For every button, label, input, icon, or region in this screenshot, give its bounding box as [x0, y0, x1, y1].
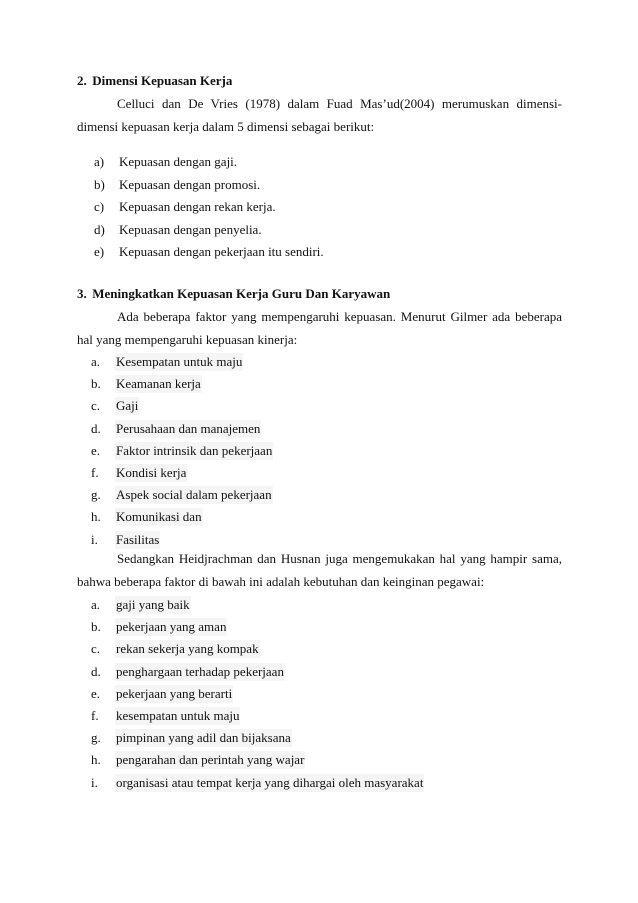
list-item-text: Keamanan kerja [116, 376, 201, 392]
list-item-marker: d. [91, 420, 101, 436]
list-item-text: organisasi atau tempat kerja yang dihargai oleh masyarakat [116, 774, 424, 790]
list-item-marker: c. [91, 641, 101, 657]
list-item-text: Perusahaan dan manajemen [116, 420, 261, 436]
list-item-text: Kepuasan dengan pekerjaan itu sendiri. [119, 244, 324, 259]
list-item-text: rekan sekerja yang kompak [116, 641, 259, 657]
list-item-marker: g. [91, 730, 101, 746]
list-item-marker: h. [91, 509, 101, 525]
section-3-paragraph-1: Ada beberapa faktor yang mempengaruhi kepuasan. Menurut Gilmer ada beberapa hal yang mempengaruhi kepuasan kinerja: [77, 309, 562, 347]
list-item-marker: b. [91, 619, 101, 635]
list-item-marker: f. [91, 708, 99, 723]
list-item-marker: d) [94, 221, 105, 237]
list-item-marker: e. [91, 685, 101, 701]
section-2-paragraph: Celluci dan De Vries (1978) dalam Fuad Mas’ud(2004) merumuskan dimensi-dimensi kepuasan kerja dalam 5 dimensi sebagai berikut: [77, 96, 562, 134]
section-2-number: 2. [77, 73, 87, 88]
list-item-text: Gaji [116, 398, 139, 414]
list-item-text: kesempatan untuk maju [116, 708, 240, 723]
list-item-marker: h. [91, 752, 101, 768]
list-item-text: Komunikasi dan [116, 509, 202, 525]
list-item-text: gaji yang baik [116, 597, 190, 612]
list-item-text: Aspek social dalam pekerjaan [116, 487, 272, 503]
list-item-text: pekerjaan yang aman [116, 619, 227, 635]
list-item-text: Kepuasan dengan promosi. [119, 176, 261, 192]
section-2-title: Dimensi Kepuasan Kerja [92, 73, 233, 88]
list-item-marker: c) [94, 199, 105, 214]
list-item-marker: d. [91, 663, 101, 679]
list-item-marker: a. [91, 354, 101, 369]
list-item-marker: a) [94, 154, 105, 169]
section-3-number: 3. [77, 286, 87, 301]
section-3-heading [77, 285, 390, 303]
list-item-text: Kesempatan untuk maju [116, 354, 243, 369]
list-item-marker: a. [91, 597, 101, 612]
list-item-marker: b) [94, 176, 105, 192]
list-item-text: Kepuasan dengan gaji. [119, 154, 238, 169]
list-item-text: Faktor intrinsik dan pekerjaan [116, 442, 273, 458]
list-item-marker: b. [91, 376, 101, 392]
list-item-marker: f. [91, 465, 99, 480]
section-2-heading [77, 72, 232, 90]
list-item-marker: e) [94, 244, 105, 259]
list-item-marker: i. [91, 774, 98, 790]
list-item-text: Kepuasan dengan penyelia. [119, 221, 262, 237]
list-item-text: pimpinan yang adil dan bijaksana [116, 730, 291, 746]
list-item-text: Kepuasan dengan rekan kerja. [119, 199, 276, 214]
list-item-marker: i. [91, 531, 98, 547]
list-item-marker: e. [91, 442, 101, 458]
list-item-text: pekerjaan yang berarti [116, 685, 233, 701]
list-item-text: Fasilitas [116, 531, 160, 547]
list-item-text: pengarahan dan perintah yang wajar [116, 752, 305, 768]
list-item-marker: c. [91, 398, 101, 414]
list-item-text: Kondisi kerja [116, 465, 187, 480]
section-3-title: Meningkatkan Kepuasan Kerja Guru Dan Karyawan [92, 286, 391, 301]
list-item-text: penghargaan terhadap pekerjaan [116, 663, 284, 679]
section-3-paragraph-2: Sedangkan Heidjrachman dan Husnan juga mengemukakan hal yang hampir sama, bahwa beberapa faktor di bawah ini adalah kebutuhan dan keinginan pegawai: [77, 551, 562, 589]
list-item-marker: g. [91, 487, 101, 503]
